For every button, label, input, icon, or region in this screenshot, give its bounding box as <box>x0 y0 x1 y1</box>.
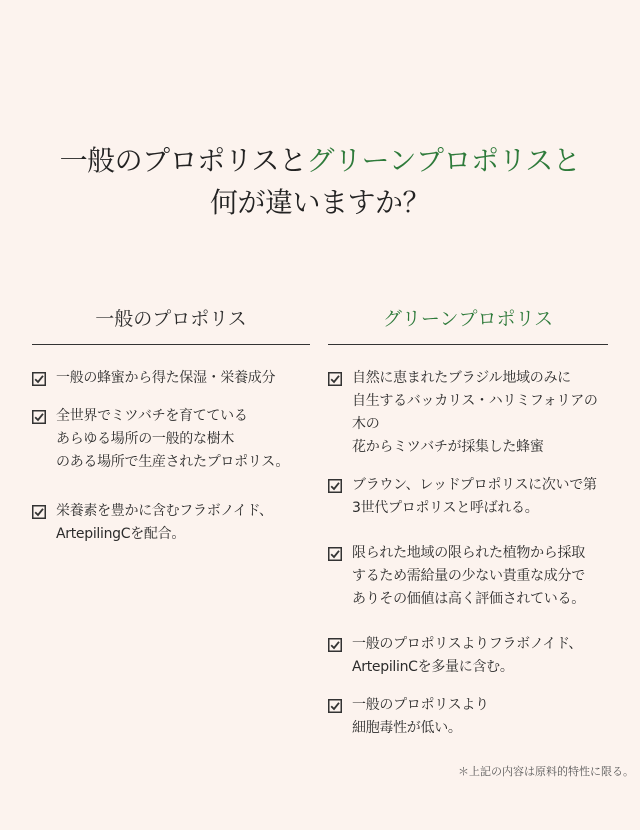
headline-line-1 <box>0 140 640 182</box>
checkbox-check-icon <box>328 638 342 652</box>
checkbox-check-icon <box>328 372 342 386</box>
list-item <box>328 542 608 611</box>
checkbox-check-icon <box>32 372 46 386</box>
list-item-text: 全世界でミツバチを育てている あらゆる場所の一般的な樹木 のある場所で生産されたプロポリス。 <box>56 408 290 470</box>
list-item-text: 限られた地域の限られた植物から採取 するため需給量の少ない貴重な成分で ありその価値は高く評価されている。 <box>352 545 585 607</box>
list-item <box>32 405 310 474</box>
list-item-text: 一般のプロポリスより 細胞毒性が低い。 <box>352 697 489 736</box>
green-propolis-list <box>328 367 608 740</box>
list-item-text: 一般の蜂蜜から得た保湿・栄養成分 <box>56 370 276 386</box>
list-item-text: 自然に恵まれたブラジル地域のみに 自生するバッカリス・ハリミフォリアの木の 花からミツバチが採集した蜂蜜 <box>352 370 598 455</box>
green-propolis-column <box>328 304 608 755</box>
list-item-text: ブラウン、レッドプロポリスに次いで第 3世代プロポリスと呼ばれる。 <box>352 477 597 516</box>
general-propolis-column <box>32 304 310 561</box>
checkbox-check-icon <box>328 479 342 493</box>
list-item <box>328 474 608 520</box>
general-propolis-list <box>32 367 310 546</box>
list-item <box>328 633 608 679</box>
general-propolis-title: 一般のプロポリス <box>32 304 310 345</box>
footnote: ＊上記の内容は原料的特性に限る。 <box>458 765 634 778</box>
headline-green-part: グリーンプロポリスと <box>306 144 581 177</box>
headline-line-2: 何が違いますか？ <box>209 186 430 219</box>
headline <box>0 140 640 224</box>
headline-black-part: 一般のプロポリスと <box>59 144 307 177</box>
checkbox-check-icon <box>328 699 342 713</box>
checkbox-check-icon <box>32 410 46 424</box>
list-item <box>32 367 310 390</box>
list-item <box>328 367 608 459</box>
list-item-text: 栄養素を豊かに含むフラボノイド、 ArtepilingCを配合。 <box>56 503 273 542</box>
green-propolis-title: グリーンプロポリス <box>328 304 608 345</box>
list-item <box>32 500 310 546</box>
checkbox-check-icon <box>328 547 342 561</box>
list-item-text: 一般のプロポリスよりフラボノイド、 ArtepilinCを多量に含む。 <box>352 636 583 675</box>
list-item <box>328 694 608 740</box>
checkbox-check-icon <box>32 505 46 519</box>
